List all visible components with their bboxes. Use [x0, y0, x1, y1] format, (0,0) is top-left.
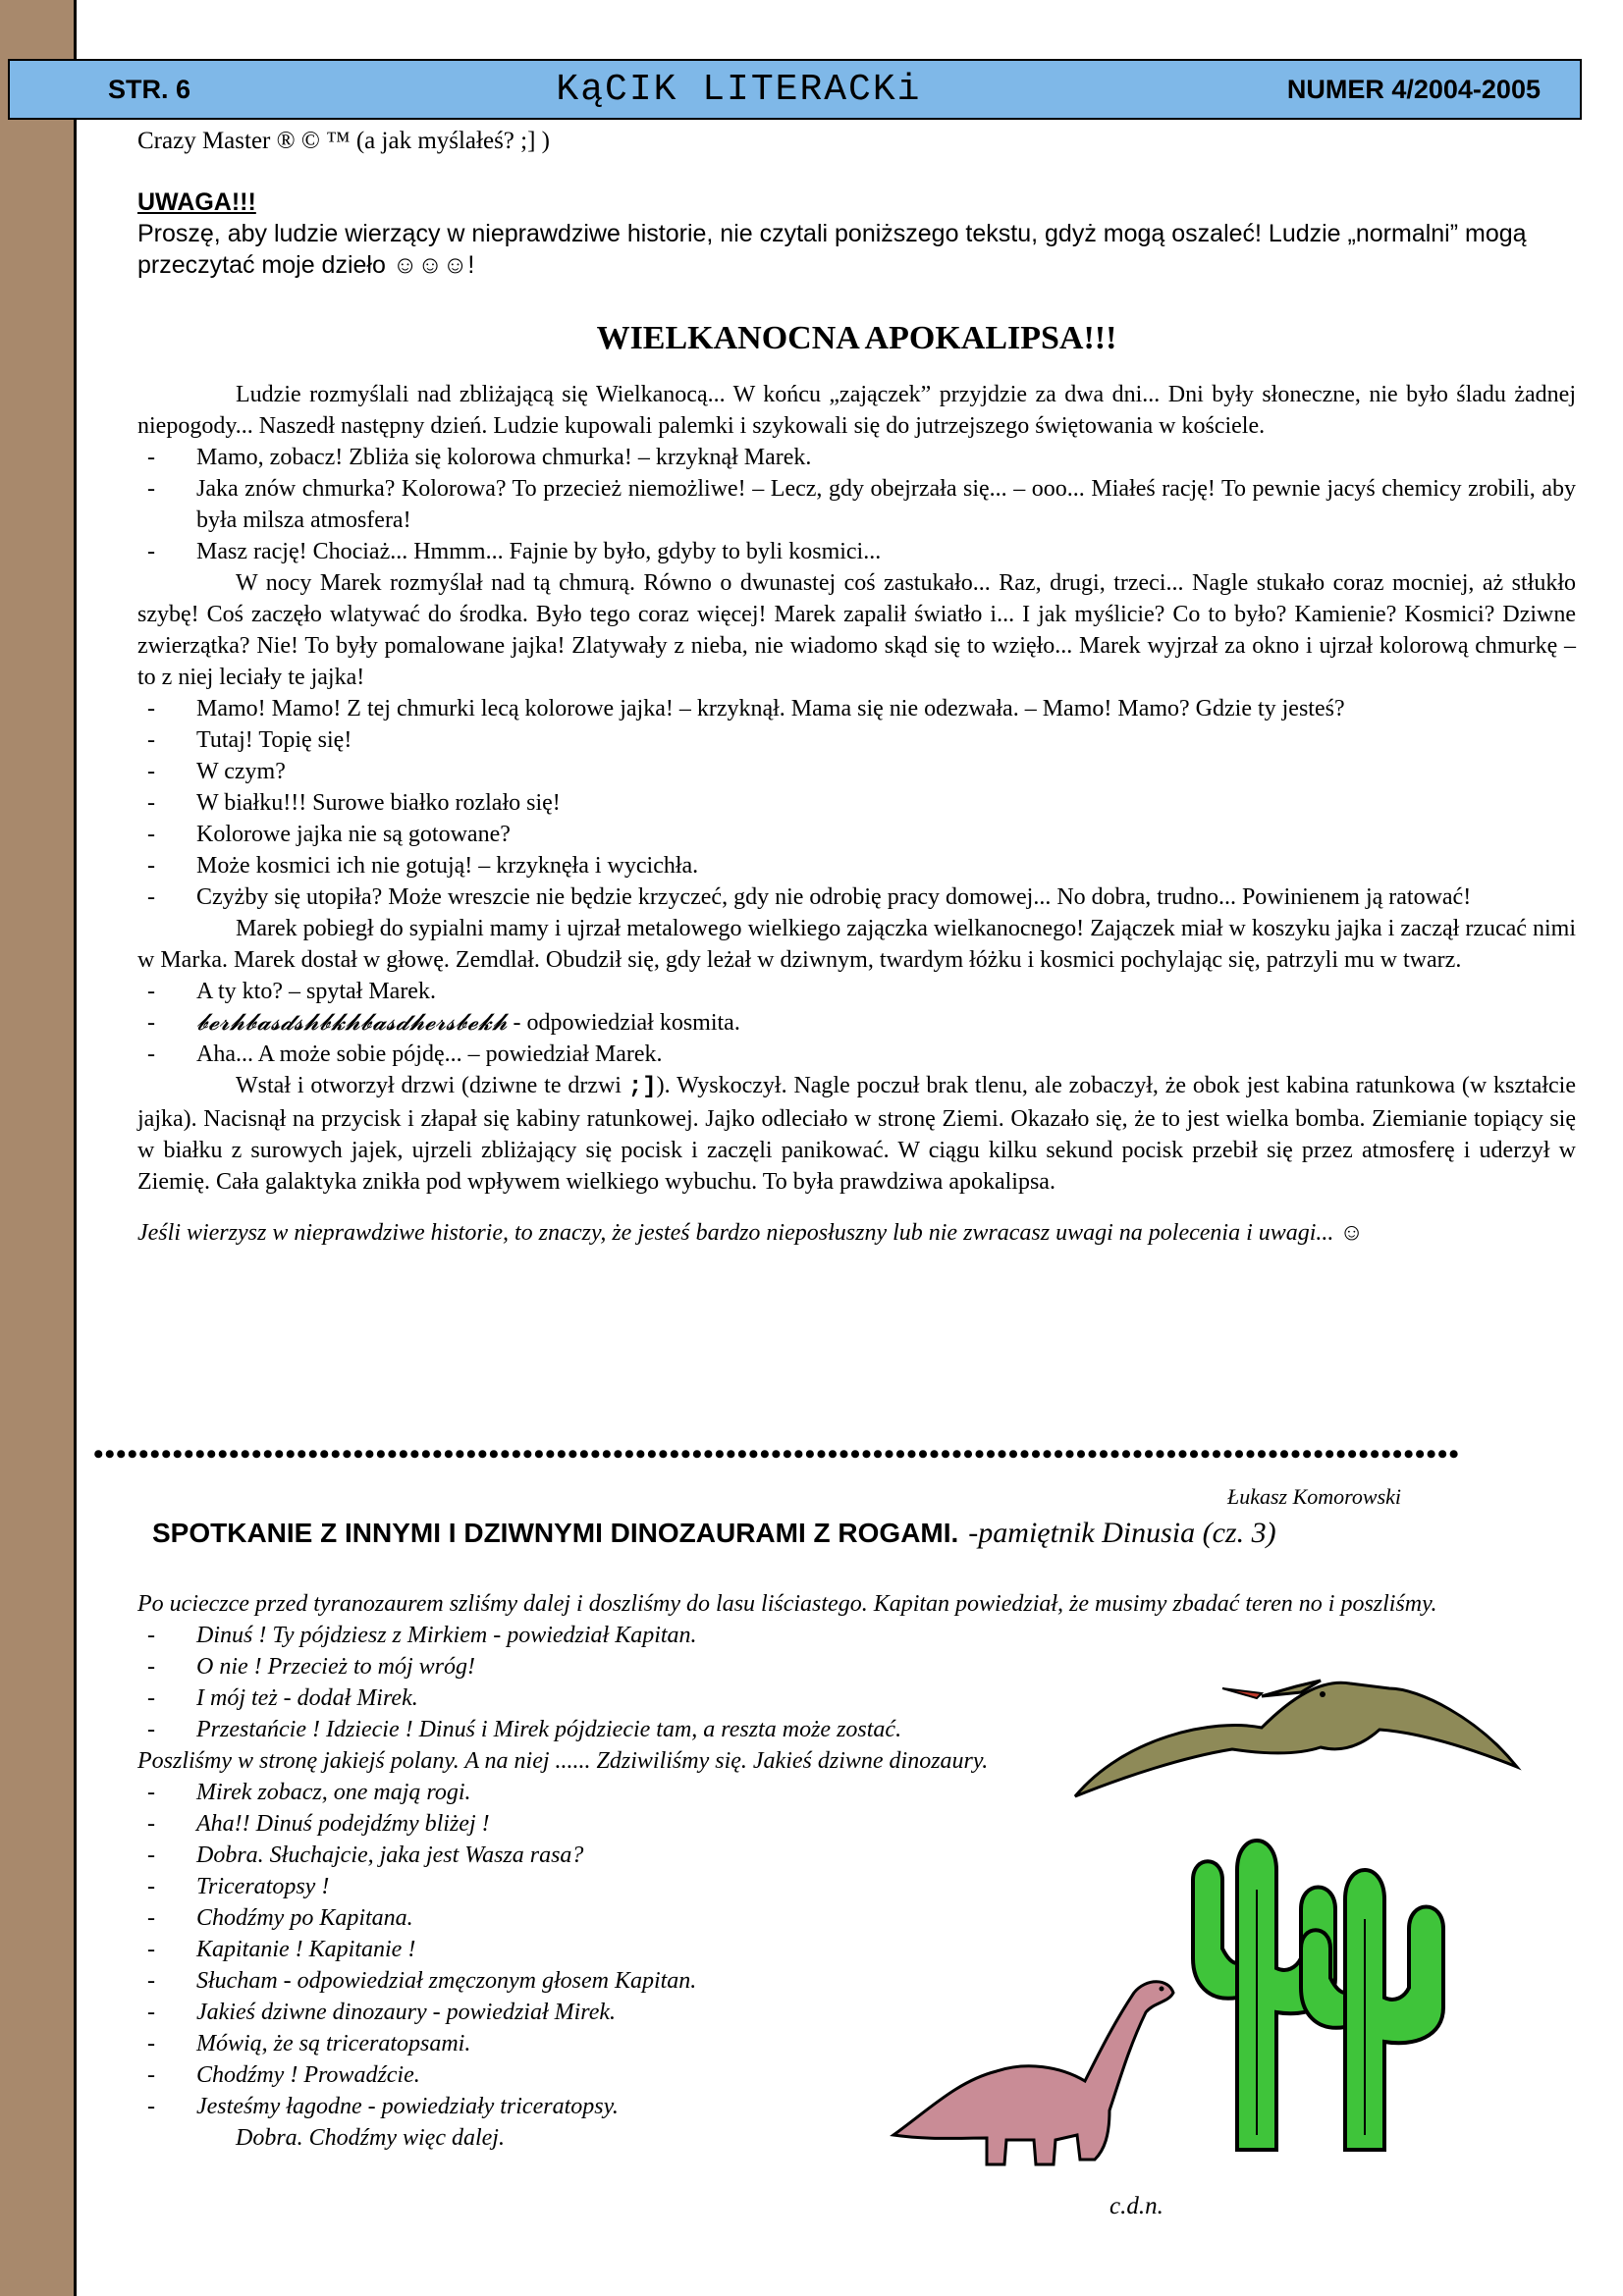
closing-note: Jeśli wierzysz w nieprawdziwe historie, to znaczy, że jesteś bardzo nieposłuszny lub nie zwracasz uwagi na polecenia i uwagi... ☺ — [137, 1220, 1364, 1246]
section-divider: ••••••••••••••••••••••••••••••••••••••••••••••••••••••••••••••••••••••••••••••••••••••••••••••••••••••••••••••••••••••••• — [93, 1438, 1460, 1470]
story-body — [137, 379, 1576, 1198]
paragraph: Dobra. Chodźmy więc dalej. — [236, 2125, 505, 2151]
section-title: KąCIK LITERACKi — [556, 68, 922, 111]
dialogue-line: - Aha!! Dinuś podejdźmy bliżej ! — [147, 1811, 490, 1837]
cactus-illustration — [1178, 1801, 1463, 2155]
dialogue-line: - O nie ! Przecież to mój wróg! — [147, 1654, 475, 1680]
dialogue-line: - Triceratopsy ! — [147, 1874, 330, 1899]
to-be-continued: c.d.n. — [1109, 2193, 1163, 2219]
dialogue-line: - W białku!!! Surowe białko rozlało się! — [147, 790, 561, 816]
dialogue-line: - Chodźmy po Kapitana. — [147, 1905, 413, 1931]
dialogue-line: - Aha... A może sobie pójdę... – powiedział Marek. — [147, 1041, 663, 1067]
dialogue-line: - Mówią, że są triceratopsami. — [147, 2031, 471, 2056]
dialogue-line: - Może kosmici ich nie gotują! – krzyknęła i wycichła. — [147, 853, 699, 879]
dialogue-line: - Tutaj! Topię się! — [147, 727, 352, 753]
issue-number: NUMER 4/2004-2005 — [1286, 74, 1541, 104]
dialogue-line: - Jaka znów chmurka? Kolorowa? To przecież niemożliwe! – Lecz, gdy obejrzała się... – ooo... Miałeś rację! To pewnie jacyś chemicy zrobili, aby była milsza atmosfera! — [147, 476, 1576, 533]
dialogue-line: - Czyżby się utopiła? Może wreszcie nie będzie krzyczeć, gdy nie odrobię pracy domowej... No dobra, trudno... Powinienem ją ratować! — [147, 884, 1472, 910]
dialogue-line: - W czym? — [147, 759, 286, 784]
dialogue-line: - Przestańcie ! Idziecie ! Dinuś i Mirek pójdziecie tam, a reszta może zostać. — [147, 1717, 902, 1742]
dialogue-line: - Mamo! Mamo! Z tej chmurki lecą kolorowe jajka! – krzyknął. Mama się nie odezwała. – Mamo! Mamo? Gdzie ty jesteś? — [147, 696, 1345, 721]
story2-author: Łukasz Komorowski — [1227, 1484, 1402, 1509]
dialogue-line: - Słucham - odpowiedział zmęczonym głosem Kapitan. — [147, 1968, 697, 1994]
dinosaur-illustration — [889, 1963, 1183, 2169]
story2-title-line — [152, 1517, 1276, 1550]
author-line: Crazy Master ® © ™ (a jak myślałeś? ;] ) — [137, 128, 550, 154]
dialogue-line: - Chodźmy ! Prowadźcie. — [147, 2062, 420, 2088]
emote: ;] — [627, 1074, 657, 1100]
warning-text: Proszę, aby ludzie wierzący w nieprawdziwe historie, nie czytali poniższego tekstu, gdyż mogą oszaleć! Ludzie „normalni” mogą przeczytać moje dzieło ☺☺☺! — [137, 220, 1527, 279]
dialogue-line: - Masz rację! Chociaż... Hmmm... Fajnie by było, gdyby to byli kosmici... — [147, 539, 882, 564]
dialogue-line: - Kolorowe jajka nie są gotowane? — [147, 822, 511, 847]
dialogue-line: - I mój też - dodał Mirek. — [147, 1685, 418, 1711]
story2-subtitle: -pamiętnik Dinusia (cz. 3) — [968, 1517, 1276, 1549]
dialogue-line: - Dobra. Słuchajcie, jaka jest Wasza rasa? — [147, 1842, 584, 1868]
dialogue-line: - Jesteśmy łagodne - powiedziały triceratopsy. — [147, 2094, 619, 2119]
paragraph: Marek pobiegł do sypialni mamy i ujrzał metalowego wielkiego zajączka wielkanocnego! Zajączek miał w koszyku jajka i zaczął rzucać nimi w Marka. Marek dostał w głowę. Zemdlał. Obudził się, gdy leżał w dziwnym, twardym łóżku i kosmici pochylając się, patrzyli mu w twarz. — [137, 916, 1576, 973]
story2-title: SPOTKANIE Z INNYMI I DZIWNYMI DINOZAURAMI Z ROGAMI. — [152, 1518, 959, 1548]
paragraph: Wstał i otworzył drzwi (dziwne te drzwi ;]). Wyskoczył. Nagle poczuł brak tlenu, ale zobaczył, że obok jest kabina ratunkowa (w kształcie jajka). Nacisnął na przycisk i złapał się kabiny ratunkowej. Jajko odleciało w stronę Ziemi. Okazało się, że to jest wielka bomba. Ziemianie topiący się w białku z surowych jajek, ujrzeli zbliżający się pocisk i zaczęli panikować. W ciągu kilku sekund pocisk przebił się przez atmosferę i uderzył w Ziemię. Cała galaktyka znikła pod wpływem wielkiego wybuchu. To była prawdziwa apokalipsa. — [137, 1073, 1577, 1195]
alien-speech: 𝓫𝓮𝓻𝓱𝓫𝓪𝓼𝓭𝓼𝓱𝓫𝓴𝓱𝓫𝓪𝓼𝓭𝓱𝓮𝓻𝓼𝓫𝓮𝓴𝓱 — [196, 1010, 508, 1036]
story-section — [137, 126, 1576, 1249]
dialogue-line: - 𝓫𝓮𝓻𝓱𝓫𝓪𝓼𝓭𝓼𝓱𝓫𝓴𝓱𝓫𝓪𝓼𝓭𝓱𝓮𝓻𝓼𝓫𝓮𝓴𝓱 - odpowiedział kosmita. — [147, 1010, 740, 1036]
paragraph: Po ucieczce przed tyranozaurem szliśmy dalej i doszliśmy do lasu liściastego. Kapitan powiedział, że musimy zbadać teren no i poszliśmy. — [137, 1591, 1437, 1617]
story-title: WIELKANOCNA APOKALIPSA!!! — [596, 320, 1117, 356]
dialogue-line: - A ty kto? – spytał Marek. — [147, 979, 436, 1004]
page-header — [8, 59, 1582, 120]
page-number: STR. 6 — [108, 74, 191, 104]
dialogue-line: - Mamo, zobacz! Zbliża się kolorowa chmurka! – krzyknął Marek. — [147, 445, 812, 470]
left-margin-bar — [0, 0, 77, 2296]
dialogue-line: - Kapitanie ! Kapitanie ! — [147, 1937, 416, 1962]
dialogue-line: - Jakieś dziwne dinozaury - powiedział Mirek. — [147, 2000, 617, 2025]
dialogue-line: - Mirek zobacz, one mają rogi. — [147, 1780, 471, 1805]
paragraph: Ludzie rozmyślali nad zbliżającą się Wielkanocą... W końcu „zajączek” przyjdzie za dwa dni... Dni były słoneczne, nie było śladu żadnej niepogody... Naszedł następny dzień. Ludzie kupowali palemki i szykowali się do jutrzejszego świętowania w kościele. — [137, 382, 1576, 439]
paragraph: W nocy Marek rozmyślał nad tą chmurą. Równo o dwunastej coś zastukało... Raz, drugi, trzeci... Nagle stukało coraz mocniej, aż stłukło szybę! Coś zaczęło wlatywać do środka. Było tego coraz więcej! Marek zapalił światło i... I jak myślicie? Co to było? Kamienie? Kosmici? Dziwne zwierzątka? Nie! To były pomalowane jajka! Zlatywały z nieba, nie wiadomo skąd się to wzięło... Marek wyjrzał za okno i ujrzał kolorową chmurkę – to z niej leciały te jajka! — [137, 570, 1576, 690]
warning-title: UWAGA!!! — [137, 188, 256, 216]
dialogue-line: - Dinuś ! Ty pójdziesz z Mirkiem - powiedział Kapitan. — [147, 1623, 697, 1648]
pterodactyl-illustration — [1065, 1659, 1527, 1806]
paragraph: Poszliśmy w stronę jakiejś polany. A na niej ...... Zdziwiliśmy się. Jakieś dziwne dinozaury. — [137, 1748, 989, 1774]
